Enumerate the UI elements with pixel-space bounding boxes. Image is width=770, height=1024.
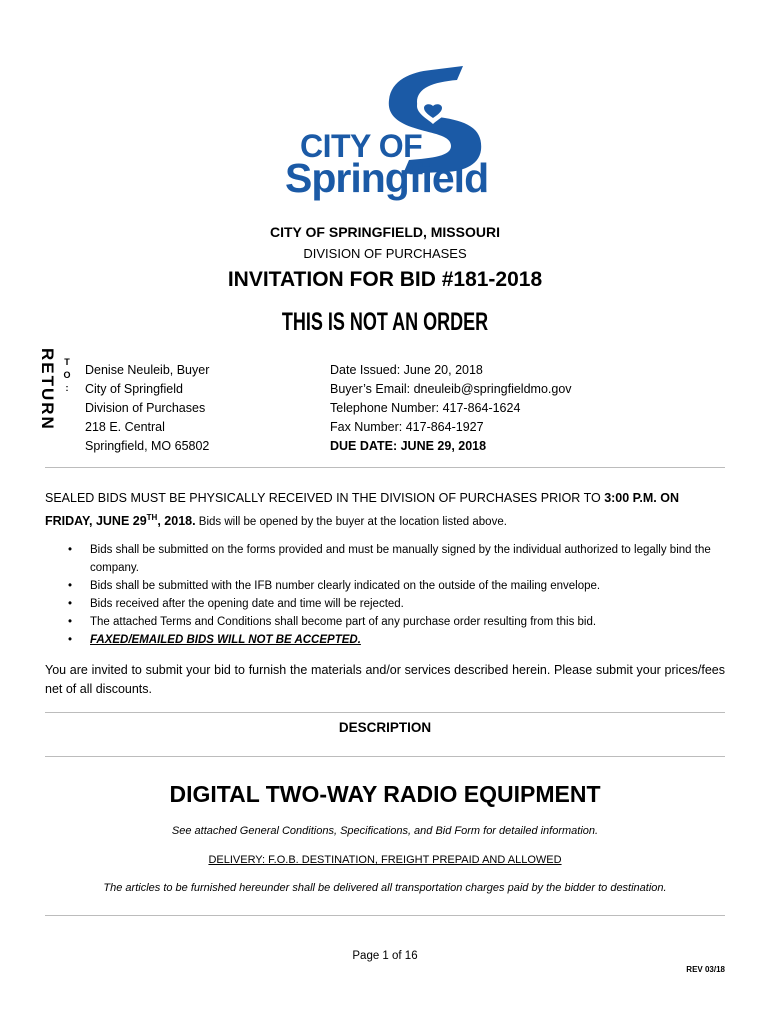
- address-line: Denise Neuleib, Buyer: [85, 363, 210, 377]
- divider: [45, 712, 725, 713]
- buyer-email: Buyer’s Email: dneuleib@springfieldmo.gov: [330, 382, 572, 396]
- articles-note: The articles to be furnished hereunder shall be delivered all transportation charges paid by the bidder to destination.: [103, 882, 667, 894]
- logo-springfield: Springfield: [285, 155, 489, 201]
- delivery-terms: DELIVERY: F.O.B. DESTINATION, FREIGHT PREPAID AND ALLOWED: [208, 854, 562, 866]
- division-heading: DIVISION OF PURCHASES: [303, 246, 467, 261]
- sealed-bids-notice: SEALED BIDS MUST BE PHYSICALLY RECEIVED IN THE DIVISION OF PURCHASES PRIOR TO 3:00 P.M. ON FRIDAY, JUNE 29TH, 2018. Bids will be opened by the buyer at the location listed above.: [45, 491, 679, 529]
- city-heading: CITY OF SPRINGFIELD, MISSOURI: [270, 224, 500, 240]
- list-item: • Bids shall be submitted on the forms provided and must be manually signed by the individual authorized to legally bind the company.: [68, 541, 730, 577]
- return-address: [85, 361, 209, 456]
- fax: Fax Number: 417-864-1927: [330, 420, 484, 434]
- page-number: Page 1 of 16: [352, 950, 418, 962]
- list-item: • FAXED/EMAILED BIDS WILL NOT BE ACCEPTED.: [68, 631, 730, 649]
- bid-info: [330, 361, 572, 456]
- divider: [45, 915, 725, 916]
- bid-rules-list: [68, 541, 730, 649]
- due-date: DUE DATE: JUNE 29, 2018: [330, 439, 487, 453]
- list-item: • The attached Terms and Conditions shall become part of any purchase order resulting from this bid.: [68, 613, 730, 631]
- address-line: 218 E. Central: [85, 420, 165, 434]
- description-heading: DESCRIPTION: [338, 720, 432, 735]
- date-issued: Date Issued: June 20, 2018: [330, 363, 483, 377]
- to-vertical-label: T O :: [63, 357, 71, 393]
- revision-label: REV 03/18: [686, 965, 725, 974]
- return-vertical-label: RETURN: [38, 348, 57, 431]
- telephone: Telephone Number: 417-864-1624: [330, 401, 521, 415]
- bid-item-title: DIGITAL TWO-WAY RADIO EQUIPMENT: [169, 781, 601, 807]
- not-an-order-banner: THIS IS NOT AN ORDER: [281, 308, 489, 336]
- divider: [45, 756, 725, 757]
- address-line: Division of Purchases: [85, 401, 206, 415]
- logo-city-of: CITY OF: [300, 128, 423, 164]
- invitation-title: INVITATION FOR BID #181-2018: [227, 268, 543, 291]
- invitation-paragraph: You are invited to submit your bid to furnish the materials and/or services described herein. Please submit your prices/fees net of all discounts.: [45, 663, 725, 696]
- address-line: Springfield, MO 65802: [85, 439, 210, 453]
- list-item: • Bids received after the opening date and time will be rejected.: [68, 595, 730, 613]
- divider: [45, 467, 725, 468]
- see-attached-note: See attached General Conditions, Specifications, and Bid Form for detailed information.: [171, 825, 599, 837]
- list-item: • Bids shall be submitted with the IFB number clearly indicated on the outside of the mailing envelope.: [68, 577, 730, 595]
- address-line: City of Springfield: [85, 382, 183, 396]
